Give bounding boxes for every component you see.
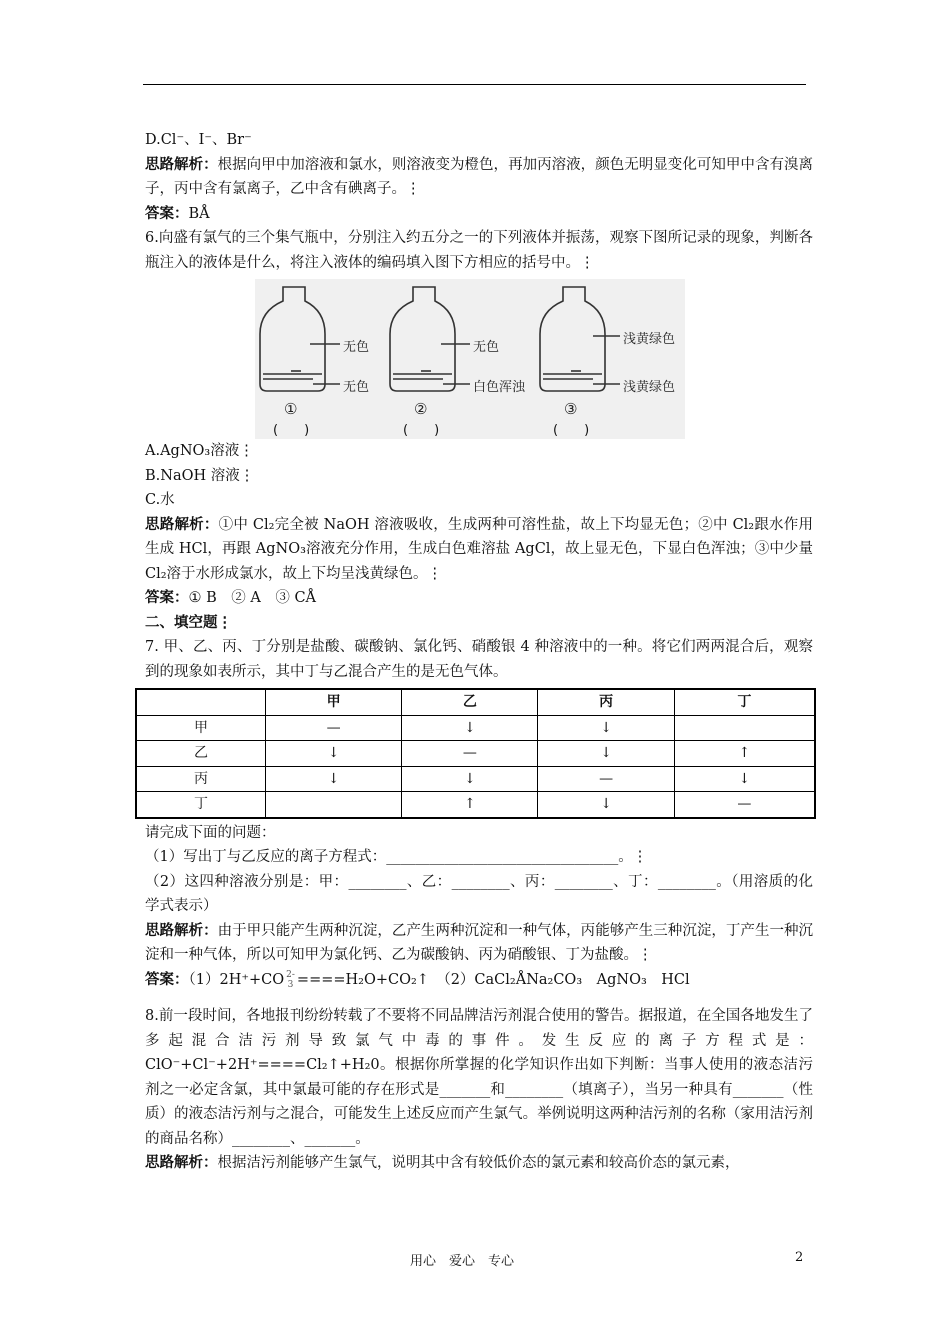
analysis-8 [145,1151,813,1176]
table-cell: 丙 [136,766,266,792]
bottle2-answer-paren: ( ) [403,423,440,438]
bottle3-answer-paren: ( ) [553,423,590,438]
table-row [136,766,815,792]
analysis-label: 思路解析： [145,515,219,533]
table-cell: — [402,741,538,767]
answer-label: 答案： [145,589,189,606]
question-8: 8.前一段时间，各地报刊纷纷转载了不要将不同品牌洁污剂混合使用的警告。据报道，在全国各地发生了多起混合洁污剂导致氯气中毒的事件。发生反应的离子方程式是：ClO⁻+Cl⁻+2H⁺====Cl₂↑+H₂0。根据你所掌握的化学知识作出如下判断：当事人使用的液态洁污剂之一必定含氯，其中氯最可能的存在形式是_______和________（填离子），当另一种具有_______（性质）的液态洁污剂与之混合，可能发生上述反应而产生氯气。举例说明这两种洁污剂的名称（家用洁污剂的商品名称）________、_______。 [145,1008,813,1147]
bottle3-bottom-label: 浅黄绿色 [623,380,676,395]
bottle1-bottom-label: 无色 [343,380,370,395]
reaction-table [135,688,816,819]
table-cell: 丁 [674,689,815,715]
footer-motto: 用心 爱心 专心 [410,1254,515,1269]
bottles-drawing [255,279,685,439]
analysis-text: 由于甲只能产生两种沉淀，乙产生两种沉淀和一种气体，丙能够产生三种沉淀，丁产生一种沉淀和一种气体，所以可知甲为氯化钙、乙为碳酸钠、丙为硝酸银、丁为盐酸。⋮ [145,922,814,963]
analysis-text: 根据洁污剂能够产生氯气，说明其中含有较低价态的氯元素和较高价态的氯元素， [217,1155,740,1171]
question-7-prompt: 请完成下面的问题： [145,824,276,841]
table-cell: ↓ [266,766,402,792]
answer-label: 答案： [145,204,189,222]
table-cell: — [674,792,815,818]
bottle3-number: ③ [564,400,578,418]
table-cell [266,792,402,818]
bottle2-bottom-label: 白色浑浊 [473,380,526,395]
answer-6 [145,586,813,611]
question-7-part2: （2）这四种溶液分别是：甲：________、乙：________、丙：________、丁：________。（用溶质的化学式表示） [145,873,813,914]
bottle3-top-label: 浅黄绿色 [623,332,676,347]
table-cell: ↓ [402,766,538,792]
table-cell: 甲 [266,689,402,715]
analysis-text: ①中 Cl₂完全被 NaOH 溶液吸收，生成两种可溶性盐，故上下均显无色；②中 Cl₂跟水作用生成 HCl，再跟 AgNO₃溶液充分作用，生成白色难溶盐 AgCl，故上显无色，下显白色浑浊；③中少量 Cl₂溶于水形成氯水，故上下均呈浅黄绿色。⋮ [145,516,814,582]
analysis-label: 思路解析： [145,921,218,939]
table-cell: 甲 [136,715,266,741]
bottle1-top-label: 无色 [343,340,370,355]
analysis-label: 思路解析： [145,155,218,173]
option-b: B.NaOH 溶液⋮ [145,467,255,484]
table-cell: ↓ [674,766,815,792]
table-cell: ↓ [538,715,674,741]
subscript-text: 3 [287,979,294,990]
gas-bottles-figure [255,279,685,439]
bottle1-number: ① [284,400,298,418]
answer-5 [145,202,813,227]
bottle2-number: ② [414,400,428,418]
analysis-6 [145,513,813,587]
table-cell: ↓ [538,741,674,767]
table-cell: ↓ [538,792,674,818]
table-row [136,715,815,741]
table-cell: 乙 [402,689,538,715]
table-cell: — [538,766,674,792]
table-cell: ↓ [402,715,538,741]
answer-text: （1）2H⁺+CO [188,971,285,988]
table-row [136,792,815,818]
option-c: C.水 [145,492,175,508]
question-7: 7. 甲、乙、丙、丁分别是盐酸、碳酸钠、氯化钙、硝酸银 4 种溶液中的一种。将它们两两混合后，观察到的现象如表所示，其中丁与乙混合产生的是无色气体。 [145,639,813,680]
option-a: A.AgNO₃溶液⋮ [145,443,254,459]
answer-text-rest: ====H₂O+CO₂↑ （2）CaCl₂ÅNa₂CO₃ AgNO₃ HCl [296,971,690,988]
answer-7 [145,968,813,993]
analysis-7 [145,919,813,968]
table-cell: ↓ [266,741,402,767]
table-cell: ↑ [402,792,538,818]
charge-text: 2- [286,969,295,980]
table-header-row [136,689,815,715]
analysis-label: 思路解析： [145,1154,218,1171]
analysis-text: 根据向甲中加溶液和氯水，则溶液变为橙色，再加丙溶液，颜色无明显变化可知甲中含有溴离子，丙中含有氯离子，乙中含有碘离子。⋮ [145,156,814,197]
option-d: D.Cl⁻、I⁻、Br⁻ [145,132,252,148]
page-number: 2 [795,1250,804,1265]
section-heading: 二、填空题⋮ [145,613,232,631]
table-cell: — [266,715,402,741]
carbonate-charge [286,970,295,990]
analysis-5 [145,153,813,202]
question-6: 6.向盛有氯气的三个集气瓶中，分别注入约五分之一的下列液体并振荡，观察下图所记录的现象，判断各瓶注入的液体是什么，将注入液体的编码填入图下方相应的括号中。⋮ [145,230,813,271]
table-cell: 丙 [538,689,674,715]
spacer [145,992,813,1004]
table-row [136,741,815,767]
header-rule [143,84,806,85]
table-cell [674,715,815,741]
table-cell [136,689,266,715]
bottle2-top-label: 无色 [473,340,500,355]
table-cell: ↑ [674,741,815,767]
answer-text: ① B ② A ③ CÅ [188,590,317,606]
answer-label: 答案： [145,970,189,988]
bottle1-answer-paren: ( ) [273,423,310,438]
table-cell: 丁 [136,792,266,818]
answer-text: BÅ [188,205,210,222]
table-cell: 乙 [136,741,266,767]
page-content [145,128,813,1176]
question-7-part1: （1）写出丁与乙反应的离子方程式：________________________________。⋮ [145,849,648,865]
